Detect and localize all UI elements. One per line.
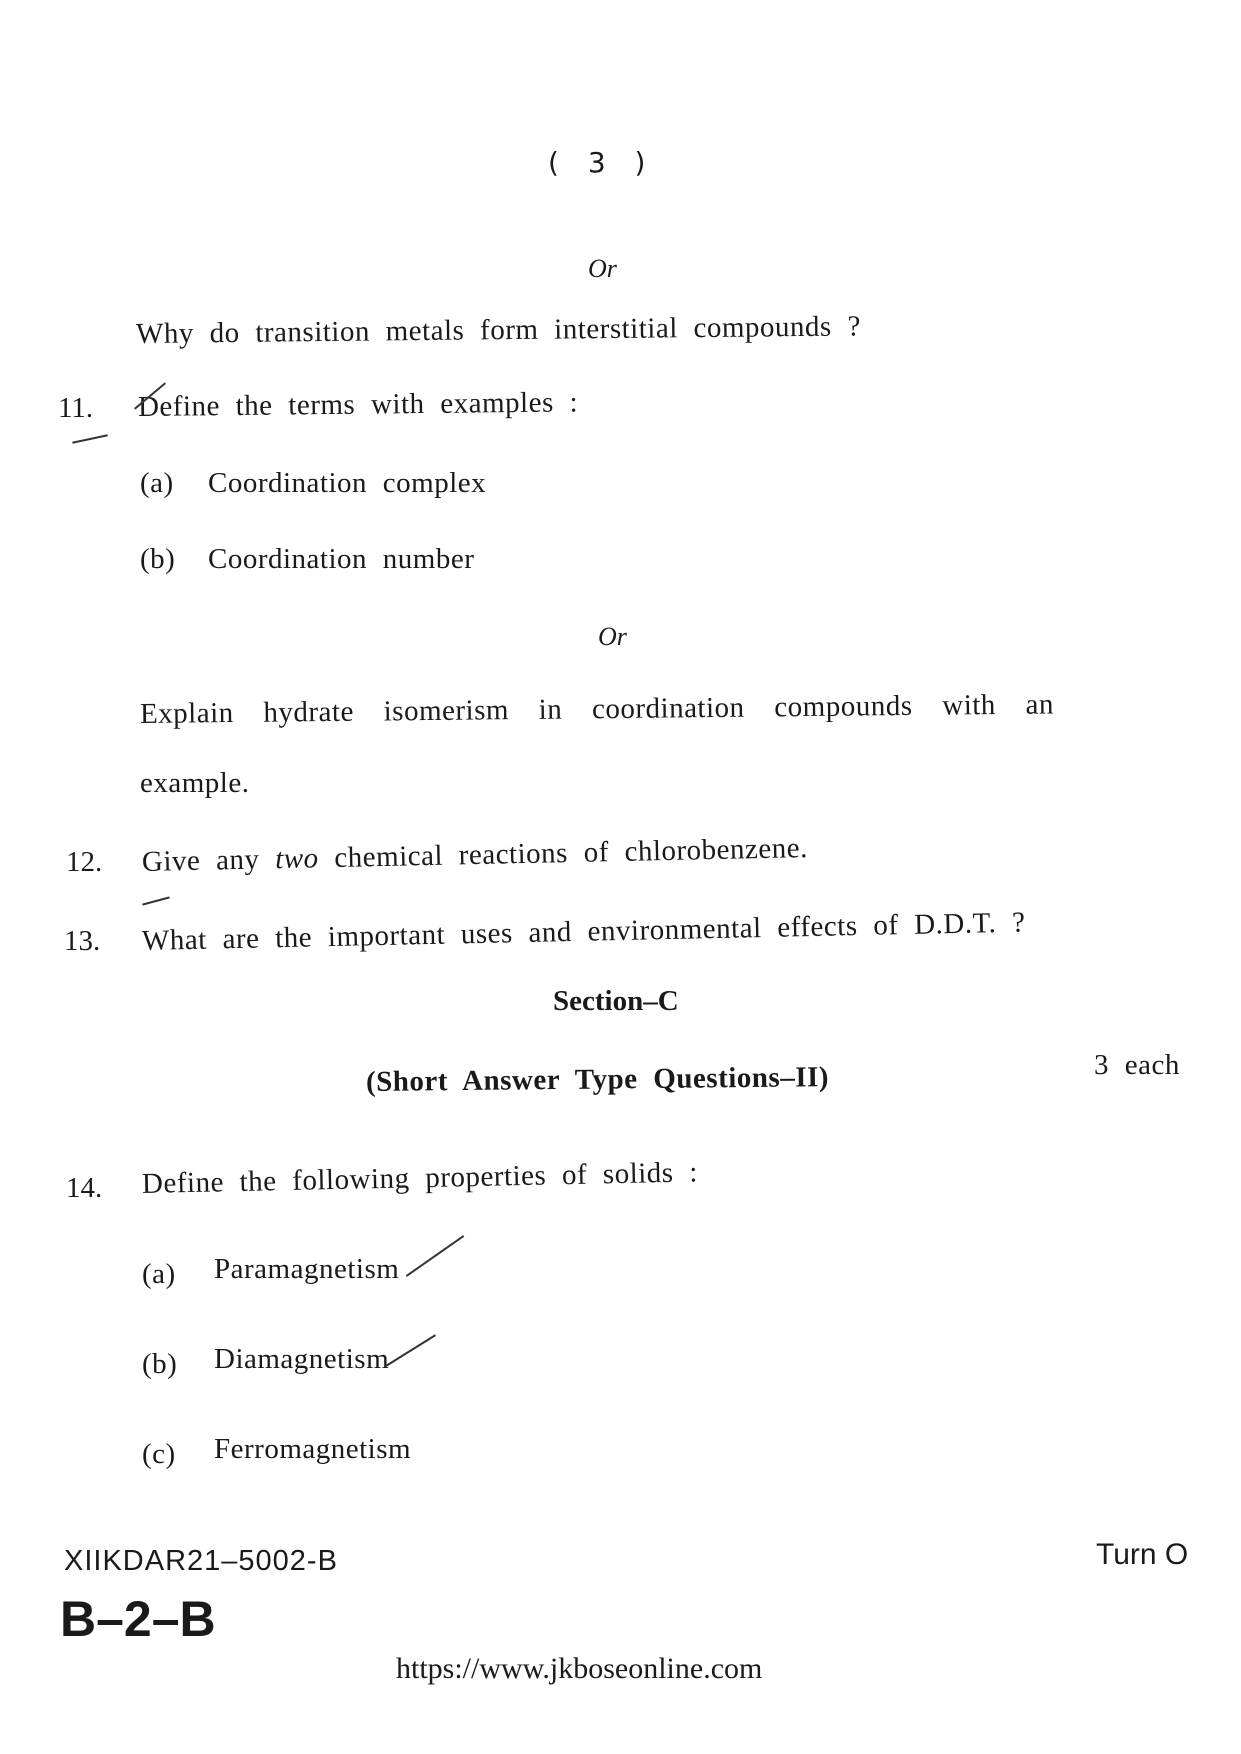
question-14-part-a-text: Paramagnetism <box>214 1253 400 1285</box>
q12-text-post: chemical reactions of chlorobenzene. <box>334 832 809 874</box>
question-14-part-b-label: (b) <box>142 1348 178 1380</box>
question-14-text: Define the following properties of solids : <box>141 1156 699 1200</box>
question-10-alternative: Why do transition metals form interstitial compounds ? <box>135 310 862 350</box>
question-11-alternative-line1: Explain hydrate isomerism in coordination compounds with an <box>139 688 1055 730</box>
question-11-alternative-line2: example. <box>140 767 250 799</box>
page-number: ( 3 ) <box>548 146 656 179</box>
pen-tick-q13 <box>142 896 170 905</box>
footer-turn-over: Turn O <box>1096 1538 1189 1571</box>
question-14-part-a-label: (a) <box>142 1258 176 1290</box>
question-11-part-a-text: Coordination complex <box>208 467 487 499</box>
footer-set-code: B–2–B <box>60 1591 216 1647</box>
question-13-text: What are the important uses and environmental effects of D.D.T. ? <box>141 906 1026 957</box>
section-subtitle: (Short Answer Type Questions–II) <box>365 1061 830 1098</box>
or-divider-1: Or <box>588 254 617 283</box>
q12-text-pre: Give any <box>141 843 260 878</box>
question-12-text <box>142 832 809 879</box>
pen-dash-q11 <box>72 434 108 443</box>
question-11-part-b-label: (b) <box>140 543 176 575</box>
footer-paper-code: XIIKDAR21–5002-B <box>64 1545 338 1577</box>
question-14-part-b-text: Diamagnetism <box>214 1343 390 1375</box>
question-11-part-b-text: Coordination number <box>208 543 475 575</box>
pen-strike-q14b <box>384 1334 436 1367</box>
question-14-part-c-label: (c) <box>142 1438 176 1470</box>
q12-text-emphasis: two <box>274 842 319 876</box>
or-divider-2: Or <box>598 622 627 651</box>
question-14-number: 14. <box>66 1172 103 1204</box>
question-14-part-c-text: Ferromagnetism <box>214 1433 412 1465</box>
question-11-number: 11. <box>58 392 94 424</box>
question-12-number: 12. <box>66 846 103 878</box>
question-11-text: Define the terms with examples : <box>137 386 579 423</box>
question-13-number: 13. <box>64 925 101 957</box>
question-11-part-a-label: (a) <box>140 467 174 499</box>
section-title: Section–C <box>553 985 679 1017</box>
footer-url: https://www.jkboseonline.com <box>396 1652 763 1685</box>
section-marks: 3 each <box>1094 1049 1180 1081</box>
pen-strike-q14a <box>406 1235 464 1277</box>
